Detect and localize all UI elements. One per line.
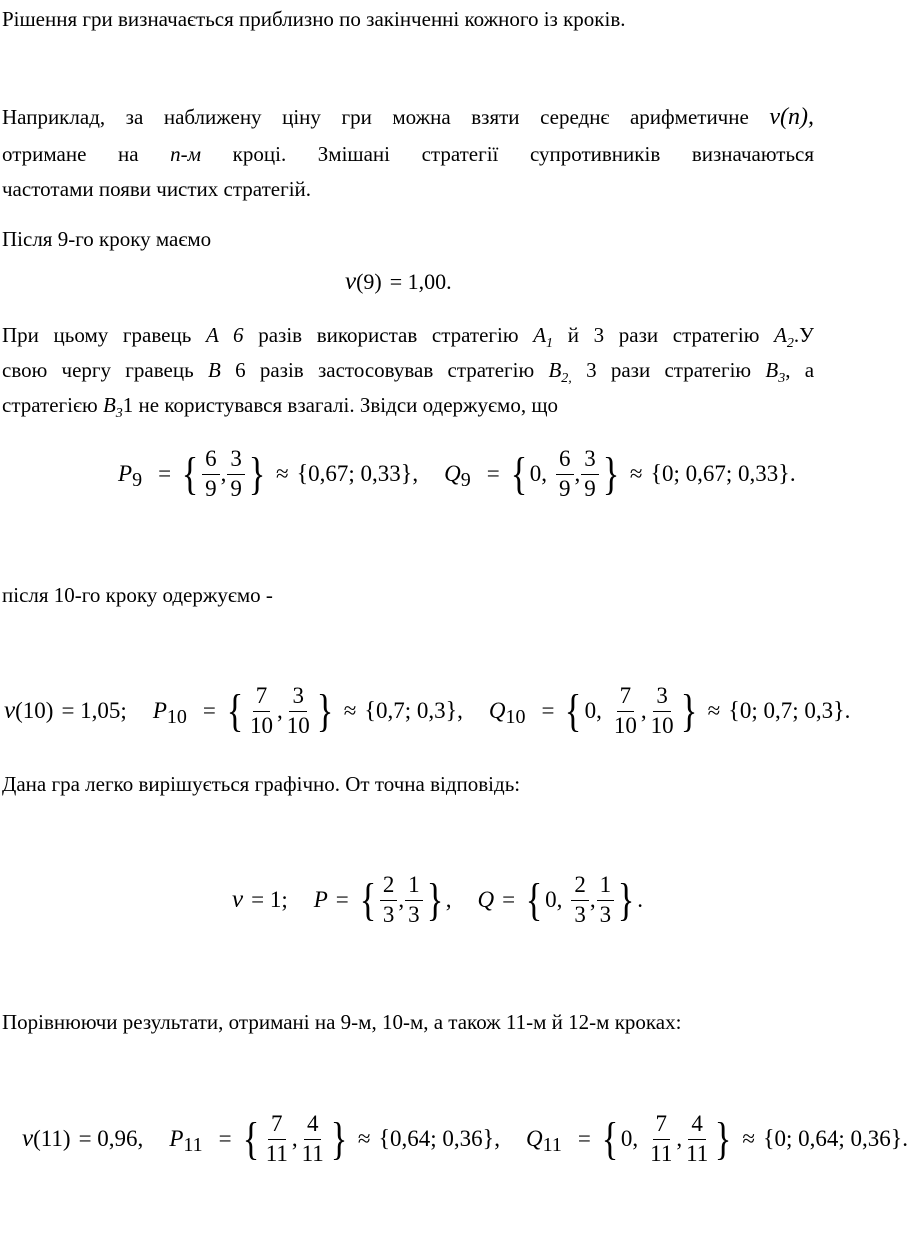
formula-p9-q9: P 9 = { $\frac{6}{9}$ , $\frac{3}{9}$ } ≈ { 0,67; 0,33 } , Q 9 = { 0, $\frac{6}{9}$ , $\frac{3}{9}$ } ≈ { 0; 0,67; 0,33 } . (118, 446, 796, 501)
paragraph-2-line-2: отримане на n-м кроці. Змішані стратегії супротивників визначаються (2, 142, 815, 166)
paragraph-5: після 10-го кроку одержуємо - (2, 583, 273, 607)
paragraph-4-line-1: При цьому гравець A 6 разів використав стратегію $A_1$ й 3 рази стратегію $A_2.У$ (2, 323, 815, 352)
formula-step-11: ν (11) = 0,96, P 11 = { $\frac{7}{11}$ , $\frac{4}{11}$ } ≈ { 0,64; 0,36 } , Q 11 = { 0, $\frac{7}{11}$ , $\frac{4}{11}$ } ≈ { 0; 0,64; 0,36 } . (22, 1111, 908, 1166)
paragraph-7: Порівнюючи результати, отримані на 9-м, 10-м, а також 11-м й 12-м кроках: (2, 1010, 682, 1034)
nu-n-formula: ν(n), (769, 104, 814, 130)
formula-step-10: ν (10) = 1,05; P 10 = { $\frac{7}{10}$ , $\frac{3}{10}$ } ≈ { 0,7; 0,3 } , Q 10 = { 0, $\frac{7}{10}$ , $\frac{3}{10}$ } ≈ { 0; 0,7; 0,3 } . (4, 683, 851, 738)
paragraph-2-line-1: Наприклад, за наближену ціну гри можна взяти середнє арифметичне ν(n), (2, 104, 814, 130)
paragraph-4-line-2: свою чергу гравець B 6 разів застосовував стратегію $B_{2,}$ 3 рази стратегію $B_3$, а (2, 358, 815, 387)
paragraph-1: Рішення гри визначається приблизно по закінченні кожного із кроків. (2, 7, 626, 31)
formula-exact-solution: ν = 1; P = { $\frac{2}{3}$ , $\frac{1}{3}$ } , Q = { 0, $\frac{2}{3}$ , $\frac{1}{3}$ } . (232, 872, 644, 927)
paragraph-2-line-3: частотами появи чистих стратегій. (2, 177, 312, 201)
paragraph-6: Дана гра легко вирішується графічно. От точна відповідь: (2, 772, 521, 796)
formula-v9: ν (9) = 1,00. (345, 268, 452, 295)
paragraph-4-line-3: стратегією $B_31$ не користувався взагалі. Звідси одержуємо, що (2, 393, 559, 422)
paragraph-3: Після 9-го кроку маємо (2, 227, 212, 251)
